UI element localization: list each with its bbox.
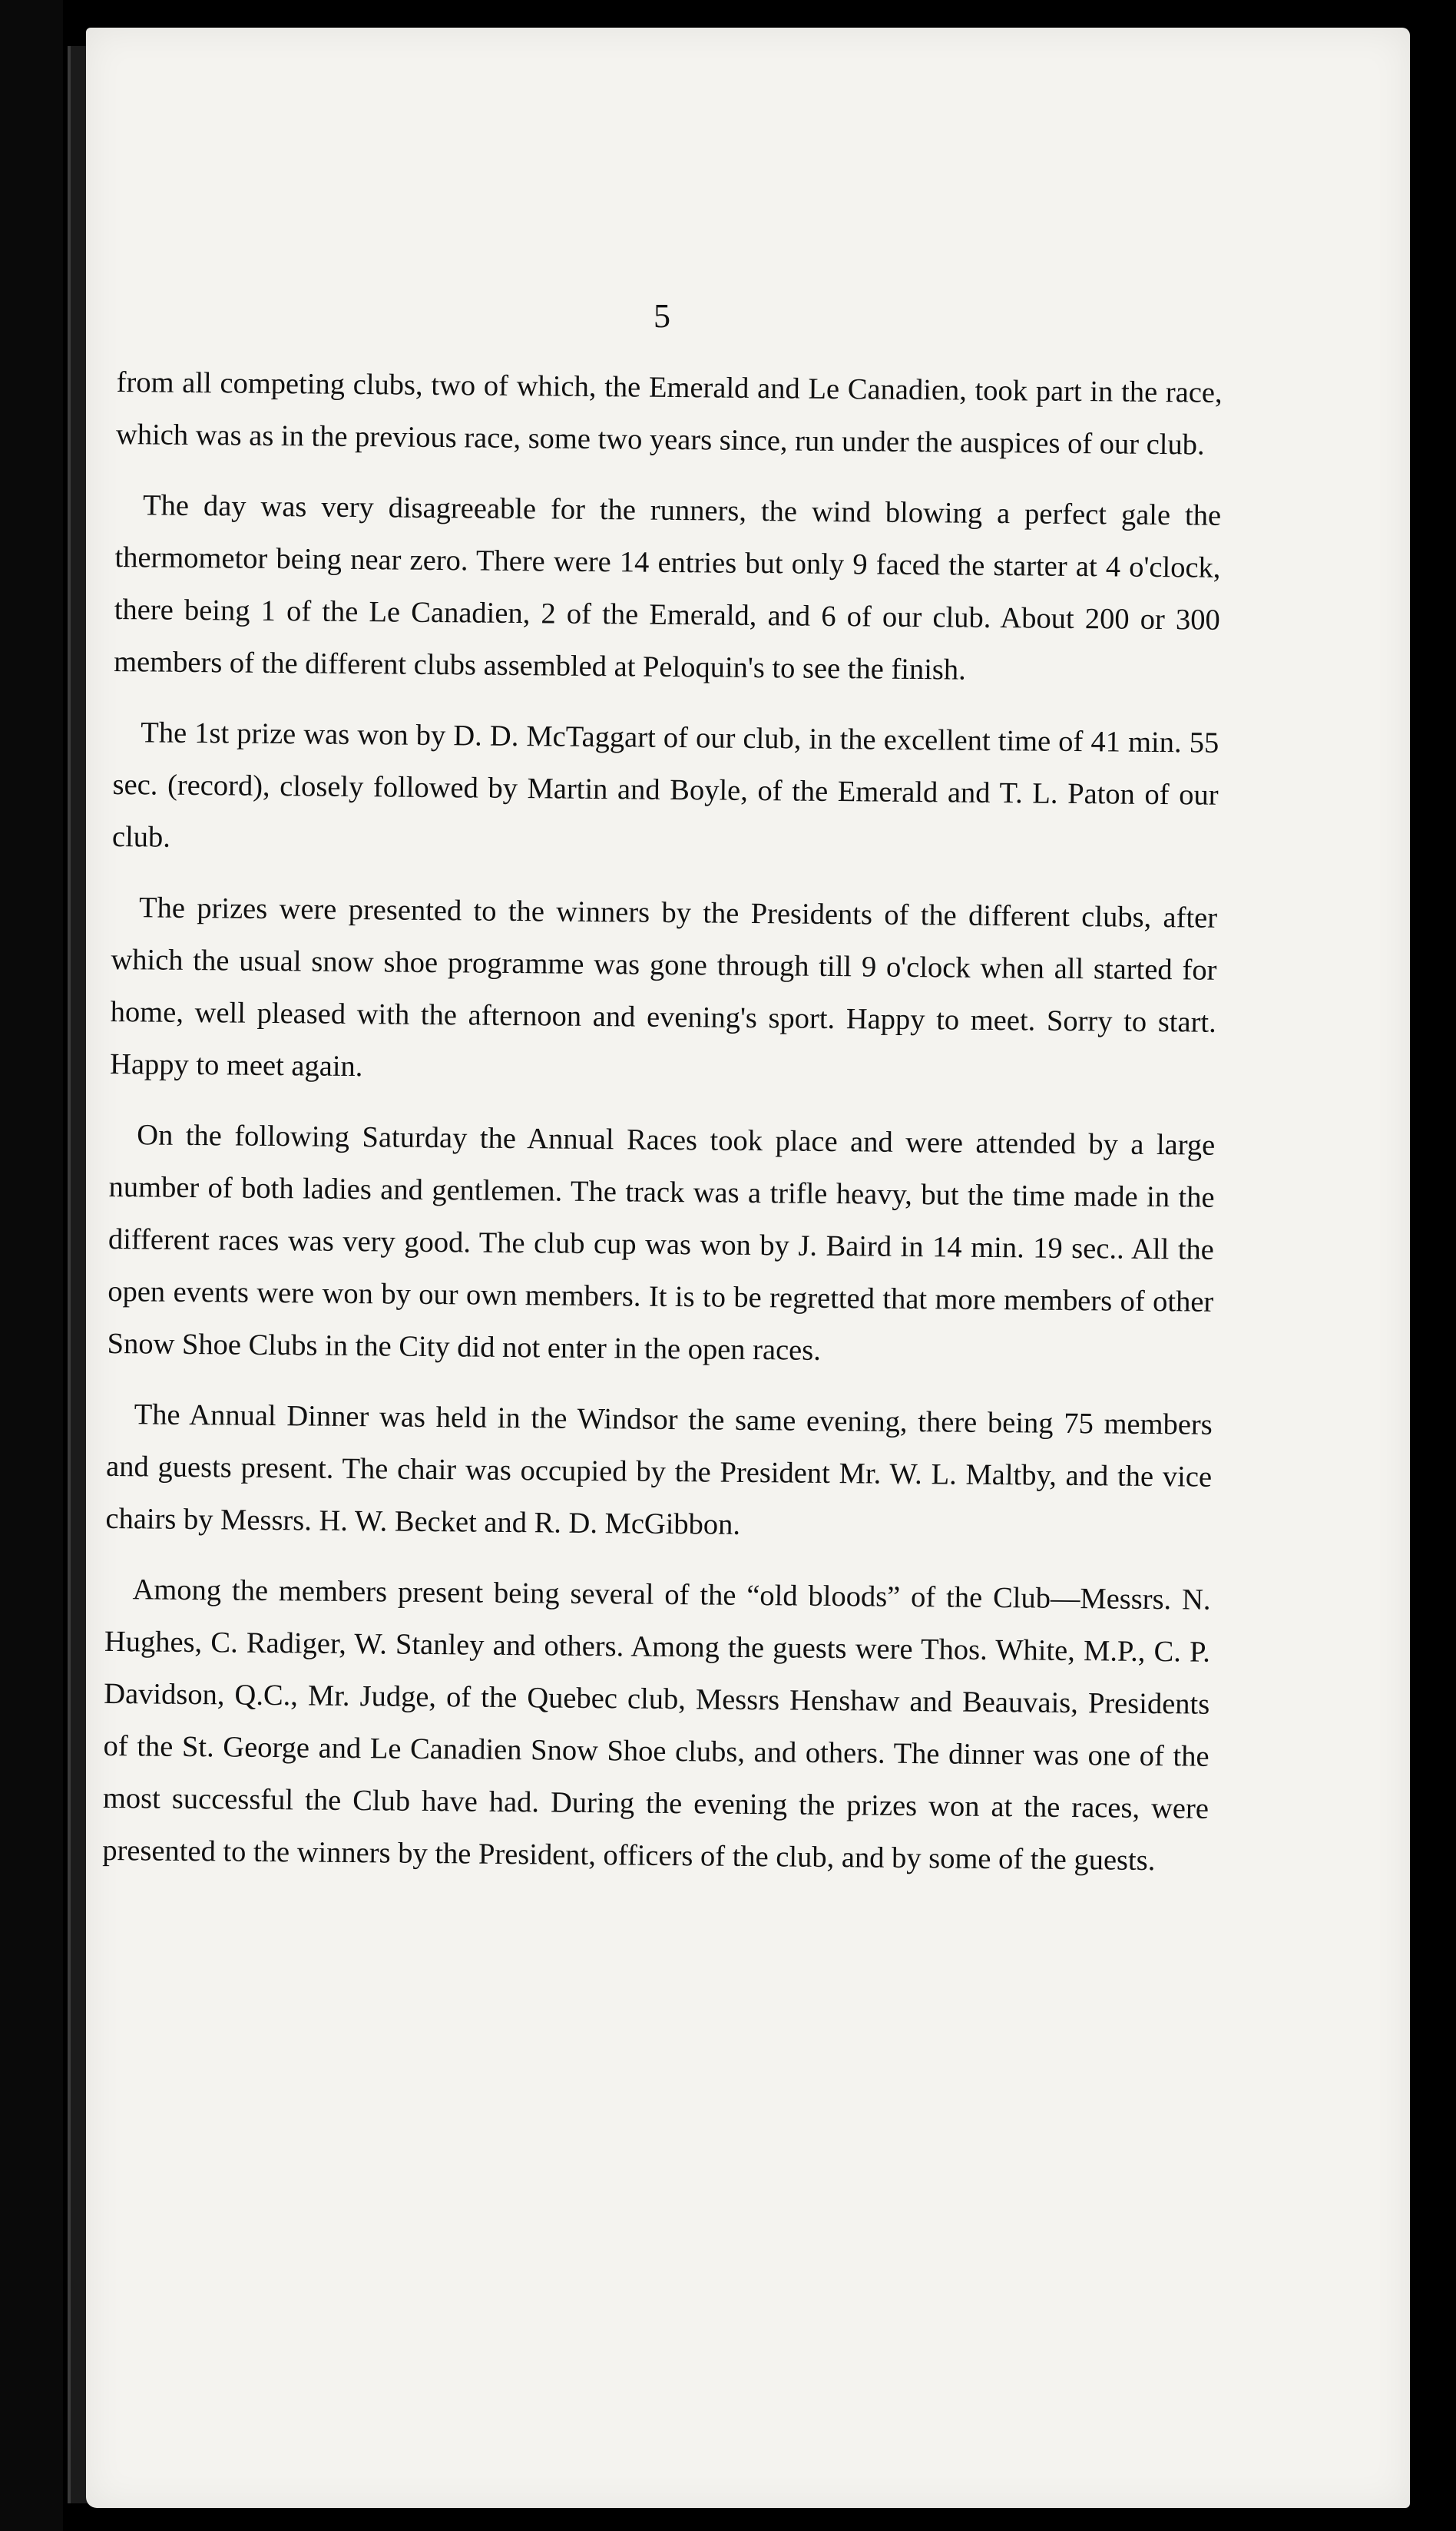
paragraph: Among the members present being several of the “old bloods” of the Club—Messrs. N. Hughes, C. Radiger, W. Stanley and others. Among the guests were Thos. White, M.P., C. P. Davidson, Q.C., Mr. Judge, of the Quebec club, Messrs Henshaw and Beauvais, Presidents of the St. George and Le Canadien Snow Shoe clubs, and others. The dinner was one of the most successful the Club have had. During the evening the prizes won at the races, were presented to the winners by the President, officers of the club, and by some of the guests.	[102, 1573, 1211, 1878]
scan-border	[0, 0, 63, 2531]
paragraph: On the following Saturday the Annual Races took place and were attended by a large number of both ladies and gentlemen. The track was a trifle heavy, but the time made in the different races was very good. The club cup was won by J. Baird in 14 min. 19 sec.. All the open events were won by our own members. It is to be regretted that more members of other Snow Shoe Clubs in the City did not enter in the open races.	[107, 1119, 1216, 1367]
paragraph: from all competing clubs, two of which, the Emerald and Le Canadien, took part in the race, which was as in the previous race, some two years since, run under the auspices of our club.	[115, 366, 1223, 462]
page-number: 5	[654, 297, 670, 335]
paragraph: The prizes were presented to the winners by the Presidents of the different clubs, after which the usual snow shoe programme was gone through till 9 o'clock when all started for home, well pleased with the afternoon and evening's sport. Happy to meet. Sorry to start. Happy to meet again.	[109, 892, 1218, 1084]
body-text	[102, 356, 1223, 1906]
paragraph: The 1st prize was won by D. D. McTaggart of our club, in the excellent time of 41 min. 55 sec. (record), closely followed by Martin and Boyle, of the Emerald and T. L. Paton of our club.	[111, 716, 1219, 854]
paragraph: The Annual Dinner was held in the Windsor the same evening, there being 75 members and guests present. The chair was occupied by the President Mr. W. L. Maltby, and the vice chairs by Messrs. H. W. Becket and R. D. McGibbon.	[105, 1398, 1213, 1541]
book-spine	[68, 46, 88, 2503]
book-page	[86, 28, 1410, 2508]
paragraph: The day was very disagreeable for the runners, the wind blowing a perfect gale the thermometor being near zero. There were 14 entries but only 9 faced the starter at 4 o'clock, there being 1 of the Le Canadien, 2 of the Emerald, and 6 of our club. About 200 or 300 members of the different clubs assembled at Peloquin's to see the finish.	[113, 489, 1222, 687]
